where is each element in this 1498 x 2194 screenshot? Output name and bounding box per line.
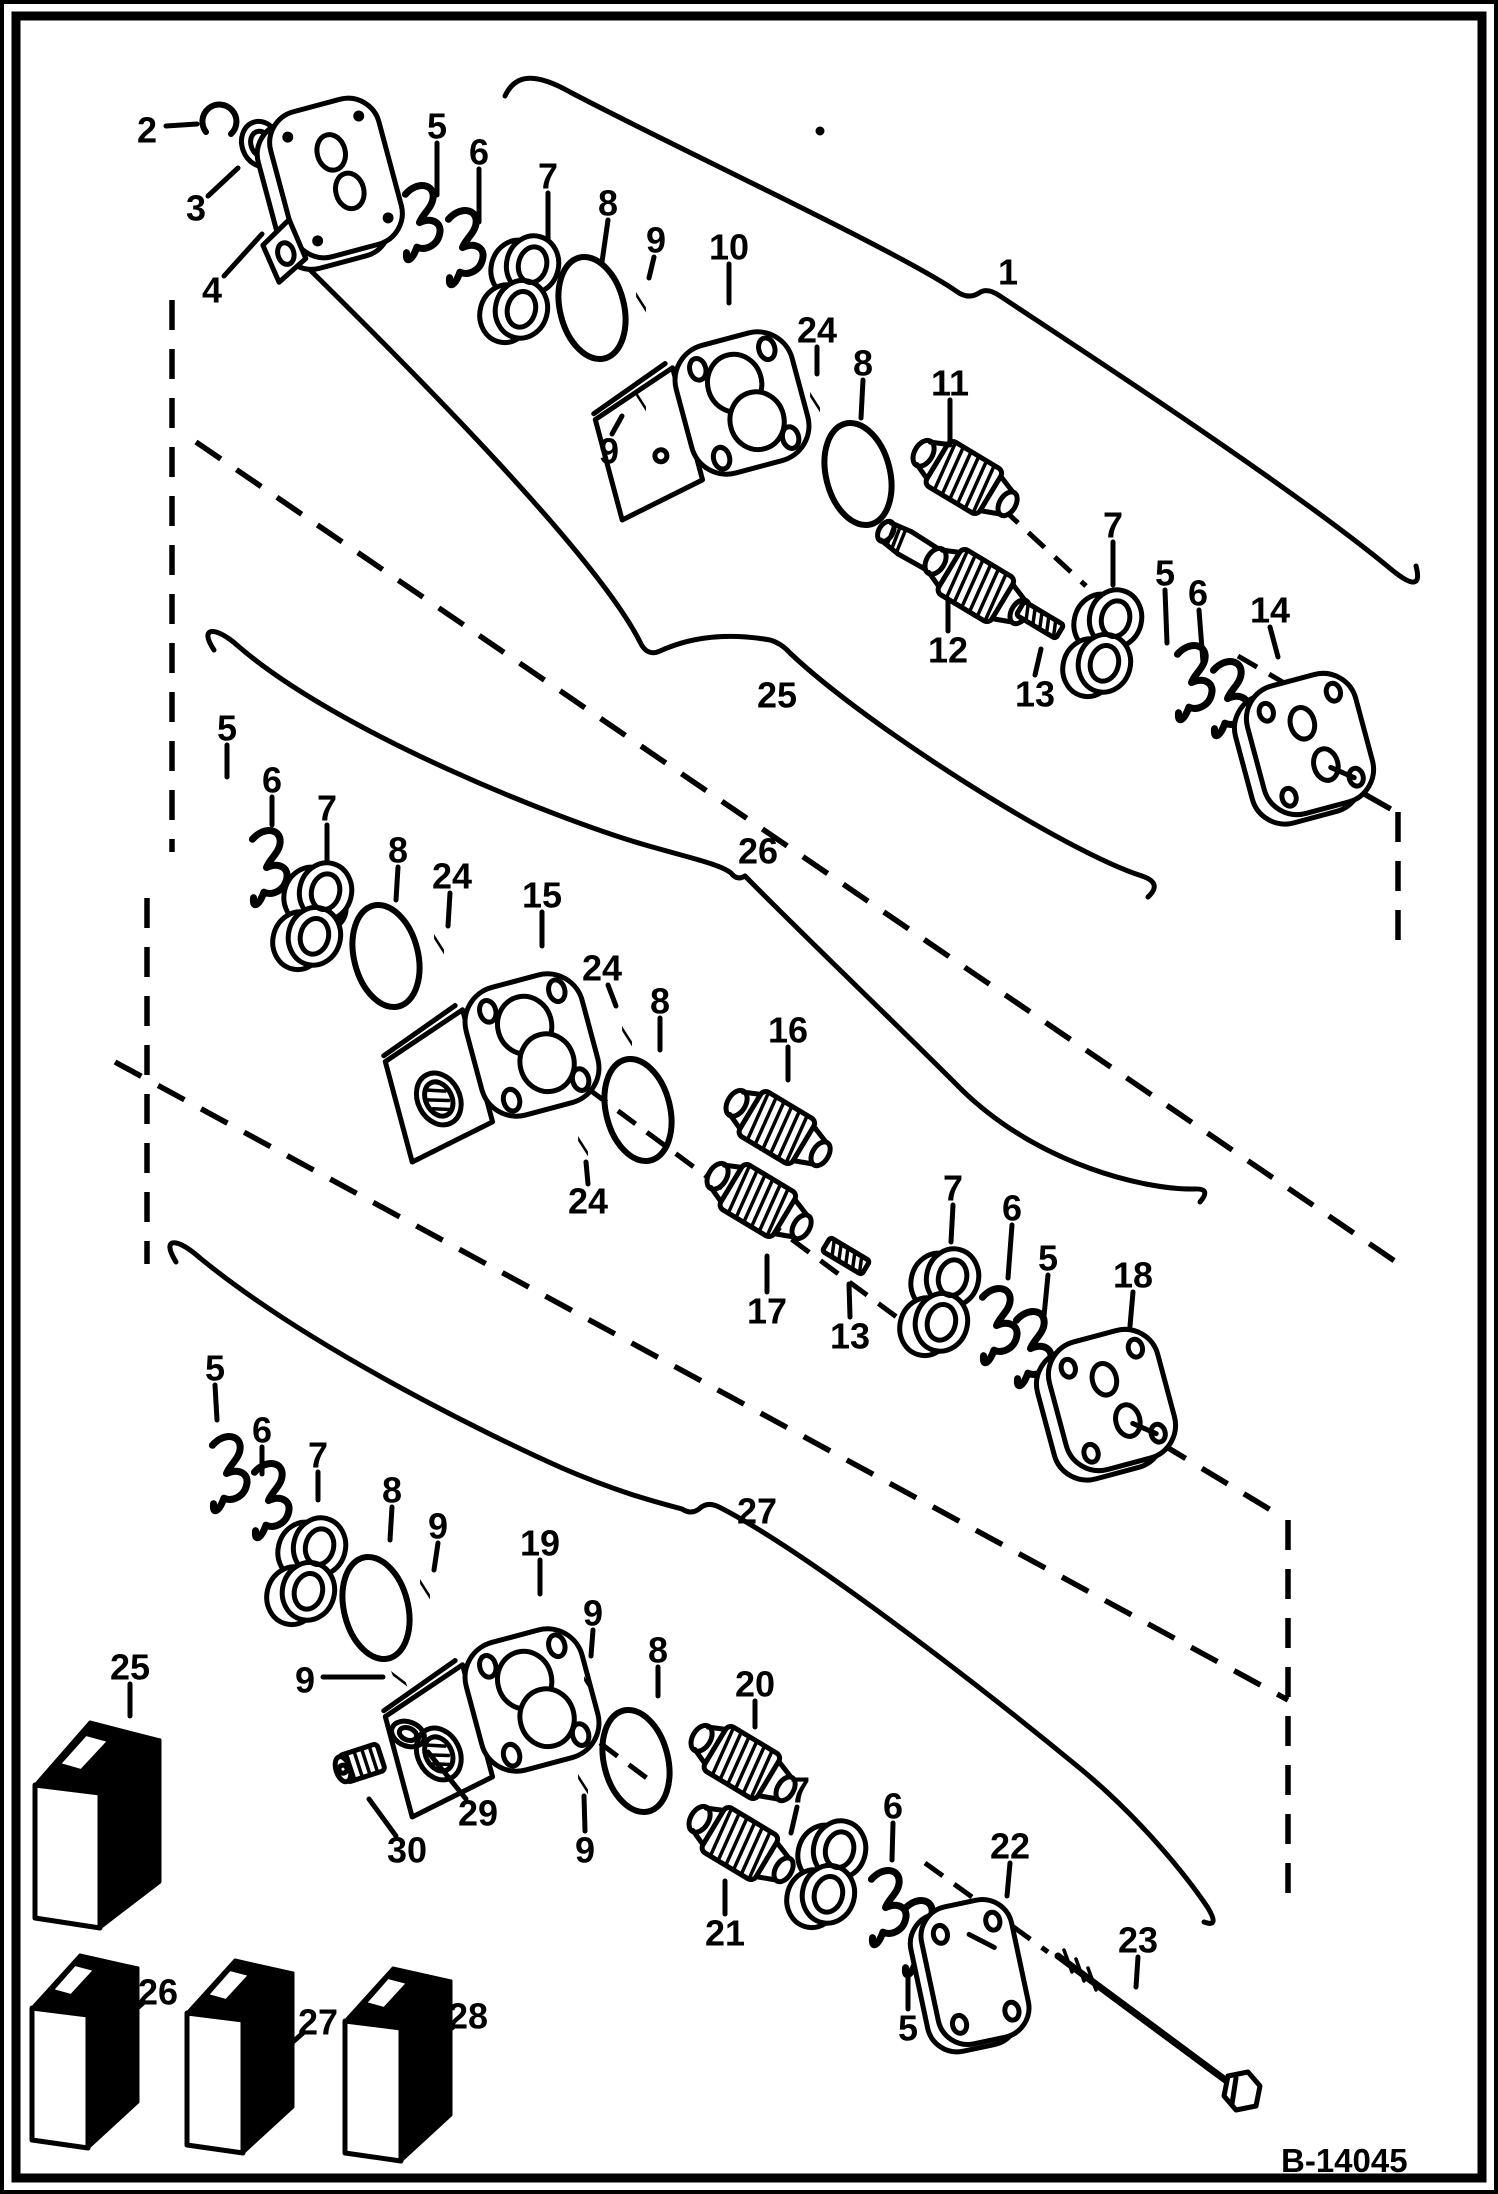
callout-number-6: 6 bbox=[468, 131, 490, 173]
leader-line bbox=[396, 867, 398, 900]
callout-number-13: 13 bbox=[1014, 673, 1056, 715]
callout-number-26: 26 bbox=[737, 830, 779, 872]
leader-line bbox=[215, 1385, 217, 1420]
leader-line bbox=[1007, 1863, 1010, 1896]
callout-number-18: 18 bbox=[1112, 1254, 1154, 1296]
leader-line bbox=[166, 124, 197, 126]
callout-number-7: 7 bbox=[1102, 504, 1124, 546]
callout-number-1: 1 bbox=[997, 251, 1019, 293]
callout-number-2: 2 bbox=[136, 109, 158, 151]
callout-number-7: 7 bbox=[537, 155, 559, 197]
callout-number-8: 8 bbox=[852, 342, 874, 384]
callout-number-6: 6 bbox=[882, 1785, 904, 1827]
callout-number-24: 24 bbox=[567, 1180, 609, 1222]
callout-number-6: 6 bbox=[1187, 572, 1209, 614]
callout-number-29: 29 bbox=[457, 1792, 499, 1834]
callout-number-9: 9 bbox=[294, 1659, 316, 1701]
callout-number-24: 24 bbox=[431, 855, 473, 897]
leader-line bbox=[849, 1284, 850, 1317]
callout-number-24: 24 bbox=[796, 309, 838, 351]
callout-27 bbox=[737, 1491, 777, 1532]
leader-line bbox=[390, 1507, 392, 1540]
speck bbox=[817, 128, 823, 134]
leader-line bbox=[1165, 590, 1167, 643]
callout-number-25: 25 bbox=[756, 674, 798, 716]
callout-number-27: 27 bbox=[736, 1490, 778, 1532]
callout-number-24: 24 bbox=[581, 947, 623, 989]
leader-line bbox=[1130, 1292, 1133, 1326]
leader-line bbox=[892, 1823, 893, 1860]
callout-number-5: 5 bbox=[426, 105, 448, 147]
callout-number-25: 25 bbox=[109, 1646, 151, 1688]
callout-number-8: 8 bbox=[647, 1629, 669, 1671]
callout-number-8: 8 bbox=[649, 980, 671, 1022]
callout-number-6: 6 bbox=[251, 1409, 273, 1451]
callout-number-17: 17 bbox=[746, 1290, 788, 1332]
callout-number-9: 9 bbox=[645, 219, 667, 261]
callout-number-13: 13 bbox=[829, 1315, 871, 1357]
callout-number-14: 14 bbox=[1249, 589, 1291, 631]
callout-number-20: 20 bbox=[734, 1663, 776, 1705]
callout-number-5: 5 bbox=[1154, 552, 1176, 594]
callout-number-12: 12 bbox=[927, 629, 969, 671]
leader-line bbox=[591, 1630, 593, 1656]
leader-line bbox=[1136, 1957, 1138, 1987]
callout-number-26: 26 bbox=[137, 1971, 179, 2013]
callout-number-23: 23 bbox=[1117, 1919, 1159, 1961]
callout-number-9: 9 bbox=[598, 430, 620, 472]
callout-number-8: 8 bbox=[387, 829, 409, 871]
leader-line bbox=[448, 893, 450, 926]
callout-number-4: 4 bbox=[201, 269, 223, 311]
callout-number-21: 21 bbox=[704, 1912, 746, 1954]
drawing-number: B-14045 bbox=[1281, 2142, 1408, 2179]
callout-number-8: 8 bbox=[381, 1469, 403, 1511]
callout-number-5: 5 bbox=[216, 707, 238, 749]
callout-number-28: 28 bbox=[447, 1995, 489, 2037]
callout-number-30: 30 bbox=[386, 1829, 428, 1871]
leader-line bbox=[951, 1205, 953, 1242]
callout-number-16: 16 bbox=[767, 1009, 809, 1051]
callout-number-8: 8 bbox=[597, 182, 619, 224]
callout-number-10: 10 bbox=[708, 226, 750, 268]
callout-number-22: 22 bbox=[989, 1825, 1031, 1867]
callout-number-7: 7 bbox=[789, 1769, 811, 1811]
callout-number-7: 7 bbox=[942, 1167, 964, 1209]
callout-number-6: 6 bbox=[261, 759, 283, 801]
callout-number-19: 19 bbox=[519, 1522, 561, 1564]
callout-number-9: 9 bbox=[427, 1505, 449, 1547]
leader-line bbox=[861, 380, 863, 418]
callout-1 bbox=[998, 252, 1018, 293]
callout-number-27: 27 bbox=[297, 2001, 339, 2043]
callout-number-11: 11 bbox=[930, 362, 970, 404]
callout-number-5: 5 bbox=[204, 1347, 226, 1389]
callout-number-6: 6 bbox=[1001, 1187, 1023, 1229]
leader-line bbox=[584, 1796, 585, 1831]
callout-number-9: 9 bbox=[582, 1592, 604, 1634]
callout-number-5: 5 bbox=[1037, 1237, 1059, 1279]
callout-number-15: 15 bbox=[521, 874, 563, 916]
callout-number-7: 7 bbox=[307, 1434, 329, 1476]
callout-number-3: 3 bbox=[185, 187, 207, 229]
callout-26 bbox=[738, 831, 778, 872]
callout-number-5: 5 bbox=[897, 2007, 919, 2049]
callout-number-7: 7 bbox=[316, 787, 338, 829]
callout-number-9: 9 bbox=[574, 1829, 596, 1871]
callout-25 bbox=[757, 675, 797, 716]
